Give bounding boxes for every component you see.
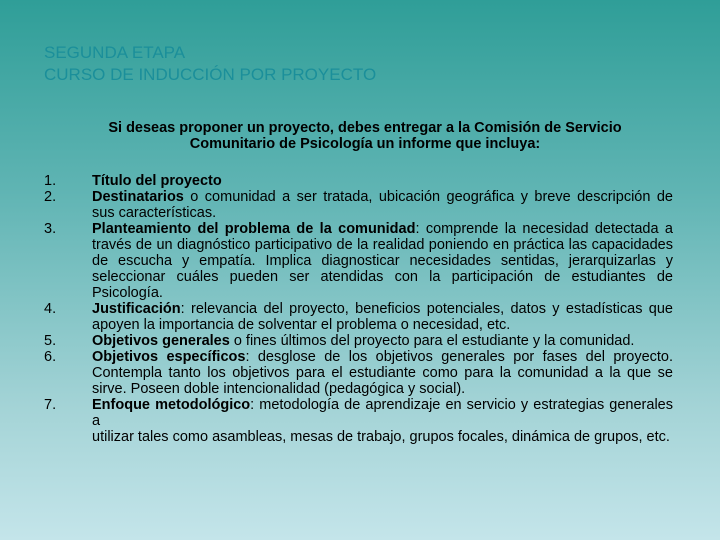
item-text: : relevancia del proyecto, beneficios potenciales, datos y estadísticas que apoyen la importancia de solventar el problema o necesidad, etc. <box>92 301 673 333</box>
item-text: o comunidad a ser tratada, ubicación geográfica y breve descripción de sus características. <box>92 189 673 221</box>
item-number: 3. <box>44 221 57 237</box>
list-item <box>44 173 673 189</box>
slide-header <box>44 42 376 86</box>
item-heading: Título del proyecto <box>92 173 222 189</box>
item-number: 7. <box>44 397 57 413</box>
list-item <box>44 397 673 445</box>
list-item <box>44 349 673 397</box>
item-heading: Objetivos generales <box>92 333 230 349</box>
item-heading: Enfoque metodológico <box>92 397 251 413</box>
item-number: 5. <box>44 333 57 349</box>
course-title: CURSO DE INDUCCIÓN POR PROYECTO <box>44 65 377 84</box>
item-heading: Destinatarios <box>92 189 184 205</box>
item-heading: Objetivos específicos <box>92 349 246 365</box>
item-text: o fines últimos del proyecto para el estudiante y la comunidad. <box>229 333 635 349</box>
list-item <box>44 333 673 349</box>
item-text: : metodología de aprendizaje en servicio y estrategias generales a <box>92 397 673 429</box>
intro-text: Si deseas proponer un proyecto, debes entregar a la Comisión de Servicio Comunitario de Psicología un informe que incluya: <box>108 120 622 152</box>
item-number: 6. <box>44 349 57 365</box>
item-text: : comprende la necesidad detectada a través de un diagnóstico participativo de la realidad poniendo en práctica las capacidades de escucha y empatía. Implica diagnosticar necesidades sentidas, jerarquizarlas y seleccionar cuáles pueden ser atendidas con la participación de estudiantes de Psicología. <box>92 221 673 301</box>
item-number: 1. <box>44 173 57 189</box>
item-continuation: utilizar tales como asambleas, mesas de trabajo, grupos focales, dinámica de grupos, etc. <box>92 429 670 445</box>
item-heading: Justificación <box>92 301 181 317</box>
list-item <box>44 189 673 221</box>
item-heading: Planteamiento del problema de la comunidad <box>92 221 416 237</box>
item-number: 2. <box>44 189 57 205</box>
list-item <box>44 301 673 333</box>
item-text: : desglose de los objetivos generales por fases del proyecto. Contempla tanto los objetivos para el estudiante como para la comunidad a la que se sirve. Poseen doble intencionalidad (pedagógica y social). <box>92 349 674 397</box>
stage-title: SEGUNDA ETAPA <box>44 43 186 62</box>
list-item <box>44 221 673 301</box>
requirements-list <box>44 173 673 445</box>
item-number: 4. <box>44 301 57 317</box>
